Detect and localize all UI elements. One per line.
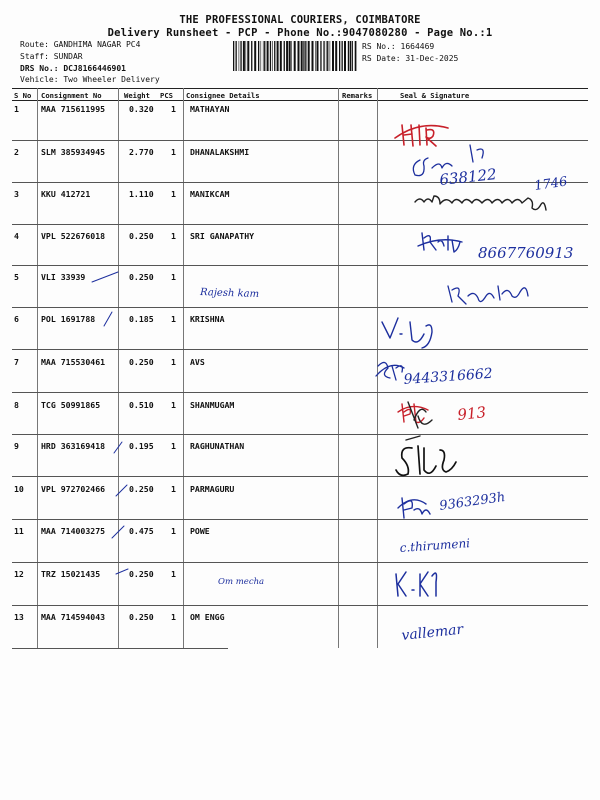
- row13-handwritten-signature: vallemar: [400, 621, 464, 644]
- row-divider: [12, 224, 588, 225]
- row-pcs: 1: [171, 357, 176, 367]
- row-consignment-no: SLM 385934945: [41, 147, 106, 157]
- row-consignee: SRI GANAPATHY: [190, 231, 255, 241]
- row-divider: [12, 476, 588, 477]
- row-consignee: PARMAGURU: [190, 484, 235, 494]
- row-consignment-no: VPL 972702466: [41, 484, 106, 494]
- row-divider: [12, 140, 588, 141]
- row1-red-signature: [395, 125, 448, 146]
- col-divider: [338, 88, 339, 648]
- row-consignee: AVS: [190, 357, 205, 367]
- row-sno: 3: [14, 189, 19, 199]
- row-consignment-no: TRZ 15021435: [41, 569, 101, 579]
- row-sno: 2: [14, 147, 19, 157]
- row-pcs: 1: [171, 189, 176, 199]
- row9-signature: [396, 446, 456, 475]
- route-label: Route: GANDHIMA NAGAR PC4: [20, 40, 141, 49]
- row7-signature: [376, 362, 404, 380]
- row-consignment-no: MAA 715611995: [41, 104, 106, 114]
- row2-handwritten-phone: 638122: [438, 165, 498, 189]
- row-consignee: DHANALAKSHMI: [190, 147, 250, 157]
- row-divider: [12, 392, 588, 393]
- row-weight: 0.250: [129, 569, 154, 579]
- row-sno: 11: [14, 526, 24, 536]
- vehicle-label: Vehicle: Two Wheeler Delivery: [20, 75, 160, 84]
- row-weight: 0.250: [129, 484, 154, 494]
- staff-label: Staff: SUNDAR: [20, 52, 83, 61]
- row-divider: [12, 562, 588, 563]
- row-pcs: 1: [171, 272, 176, 282]
- row-consignee: POWE: [190, 526, 210, 536]
- row-pcs: 1: [171, 104, 176, 114]
- row-divider: [12, 182, 588, 183]
- row-weight: 0.250: [129, 231, 154, 241]
- row2-handwritten-phone-tail: 1746: [533, 174, 569, 194]
- row-pcs: 1: [171, 612, 176, 622]
- row-consignment-no: MAA 715530461: [41, 357, 106, 367]
- company-title: THE PROFESSIONAL COURIERS, COIMBATORE: [179, 14, 421, 26]
- col-header-sno: S No: [14, 91, 32, 100]
- col-divider: [377, 88, 378, 648]
- row-sno: 4: [14, 231, 19, 241]
- row-sno: 9: [14, 441, 19, 451]
- row-consignment-no: HRD 363169418: [41, 441, 106, 451]
- col-header-pcs: PCS: [160, 91, 173, 100]
- row-divider: [12, 349, 588, 350]
- row7-handwritten-phone: 9443316662: [403, 365, 494, 388]
- row-sno: 10: [14, 484, 24, 494]
- col-header-remarks: Remarks: [342, 91, 373, 100]
- row11-handwritten-name: c.thirumeni: [399, 536, 471, 555]
- row-pcs: 1: [171, 231, 176, 241]
- col-header-consignment: Consignment No: [41, 91, 102, 100]
- row-weight: 0.250: [129, 272, 154, 282]
- row-weight: 1.110: [129, 189, 154, 199]
- col-divider: [183, 88, 184, 648]
- row4-handwritten-phone: 8667760913: [478, 244, 574, 262]
- row4-signature: [418, 233, 462, 252]
- row-consignee: SHANMUGAM: [190, 400, 235, 410]
- row-weight: 0.250: [129, 612, 154, 622]
- row-pcs: 1: [171, 314, 176, 324]
- row6-signature: [382, 318, 432, 348]
- row-sno: 5: [14, 272, 19, 282]
- row3-signature: [415, 196, 546, 210]
- row-divider: [12, 265, 588, 266]
- row-weight: 2.770: [129, 147, 154, 157]
- col-header-weight: Weight: [124, 91, 150, 100]
- pen-tick-mark: [92, 272, 118, 282]
- row2-signature: [413, 145, 483, 176]
- row12-signature: [396, 572, 437, 596]
- row-consignment-no: VLI 33939: [41, 272, 86, 282]
- row-sno: 12: [14, 569, 24, 579]
- row-consignment-no: TCG 50991865: [41, 400, 101, 410]
- row8-handwritten-note: 913: [456, 403, 487, 424]
- row-divider: [12, 605, 588, 606]
- row-pcs: 1: [171, 526, 176, 536]
- row-consignee: OM ENGG: [190, 612, 225, 622]
- row-pcs: 1: [171, 147, 176, 157]
- row-sno: 6: [14, 314, 19, 324]
- row-pcs: 1: [171, 400, 176, 410]
- row-weight: 0.195: [129, 441, 154, 451]
- row5-handwritten-consignee: Rajesh kam: [199, 287, 260, 301]
- row-divider: [12, 434, 588, 435]
- row10-signature: [398, 498, 430, 518]
- rs-date: RS Date: 31-Dec-2025: [362, 54, 459, 63]
- runsheet-title: Delivery Runsheet - PCP - Phone No.:9047080280 - Page No.:1: [107, 27, 493, 39]
- table-header-border: [12, 100, 588, 101]
- row-weight: 0.510: [129, 400, 154, 410]
- barcode-image: [233, 41, 357, 71]
- row-weight: 0.475: [129, 526, 154, 536]
- row-consignee: MATHAYAN: [190, 104, 230, 114]
- rs-number: RS No.: 1664469: [362, 42, 435, 51]
- row-consignment-no: POL 1691788: [41, 314, 96, 324]
- row-sno: 1: [14, 104, 19, 114]
- row-weight: 0.320: [129, 104, 154, 114]
- row-consignee: RAGHUNATHAN: [190, 441, 245, 451]
- row-weight: 0.250: [129, 357, 154, 367]
- row-pcs: 1: [171, 484, 176, 494]
- row-consignment-no: MAA 714594043: [41, 612, 106, 622]
- row-pcs: 1: [171, 441, 176, 451]
- col-divider: [118, 88, 119, 648]
- row-sno: 13: [14, 612, 24, 622]
- table-top-border: [12, 88, 588, 89]
- drs-number: DRS No.: DCJ8166446901: [20, 64, 126, 73]
- col-header-seal-signature: Seal & Signature: [400, 91, 470, 100]
- row-divider: [12, 307, 588, 308]
- pen-tick-mark: [104, 312, 112, 326]
- col-header-consignee: Consignee Details: [186, 91, 260, 100]
- row10-handwritten-phone: 9363293h: [438, 489, 507, 514]
- row-pcs: 1: [171, 569, 176, 579]
- row12-handwritten-consignee: Om mecha: [218, 577, 265, 587]
- row-weight: 0.185: [129, 314, 154, 324]
- row8-red-signature: [398, 404, 428, 423]
- row-consignee: MANIKCAM: [190, 189, 230, 199]
- row-divider: [12, 519, 588, 520]
- row-consignment-no: KKU 412721: [41, 189, 91, 199]
- table-bottom-border: [12, 648, 228, 649]
- row-consignment-no: VPL 522676018: [41, 231, 106, 241]
- row-sno: 7: [14, 357, 19, 367]
- row-sno: 8: [14, 400, 19, 410]
- col-divider: [37, 88, 38, 648]
- row5-signature: [448, 286, 528, 304]
- row-consignment-no: MAA 714003275: [41, 526, 106, 536]
- row-consignee: KRISHNA: [190, 314, 225, 324]
